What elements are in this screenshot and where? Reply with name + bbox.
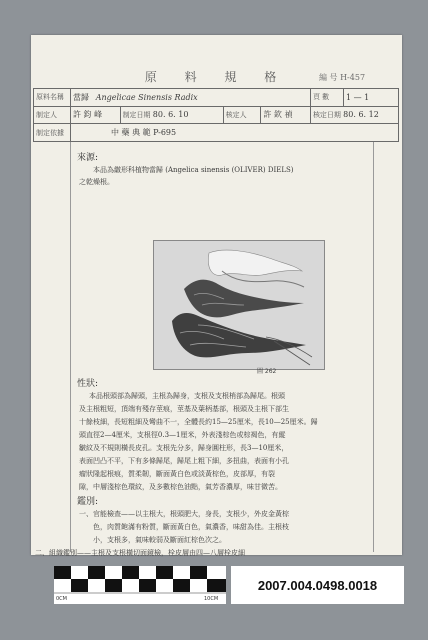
identify-line: 一、官能檢查——以主根大，根頭肥大，身長，支根少，外皮金黃棕: [79, 510, 289, 518]
nature-line: 本品根頭部為歸頭，主根為歸身，支根及支根梢部為歸尾。根頭: [89, 392, 285, 400]
basis-label: 制定依據: [34, 124, 71, 142]
herb-illustration: [154, 241, 324, 369]
set-date-cell: [120, 106, 223, 124]
set-date-value: 80. 6. 10: [152, 109, 189, 119]
pages-value: 1 — 1: [343, 89, 398, 107]
checker-pattern: [54, 566, 226, 604]
form-title: 原 料 規 格: [144, 70, 289, 84]
ruler-label-right: 10CM: [204, 596, 219, 602]
basis-value: 中 藥 典 範 P-695: [71, 124, 399, 142]
check-date-value: 80. 6. 12: [343, 109, 379, 119]
identify-line: 小，支根多，氣味較弱及斷面紅棕色次之。: [93, 536, 226, 544]
herb-photo: [153, 240, 325, 370]
ruler-label-left: 0CM: [56, 596, 67, 602]
document-sheet: [31, 35, 402, 555]
check-date-label: 核定日期: [312, 110, 341, 119]
nature-line: 及主根粗短，頂端有殘存莖痕，莖基及葉柄基部，根頭及主根下部生: [79, 405, 289, 413]
nature-line: 瘤狀隆起根痕，質柔韌，斷面黃白色或淡黃棕色，皮部厚，有裂: [79, 470, 275, 478]
checker-value: 許 欽 禎: [261, 106, 311, 124]
name-cell: [71, 89, 311, 107]
identify-line: 色，肉質飽滿有粉質，斷面黃白色，氣濃香，味甜為佳。主根枝: [93, 523, 289, 531]
source-label: 來源:: [77, 153, 99, 163]
nature-line: 表面凹凸不平，下有多條歸尾，歸尾上粗下細，多扭曲，表面有小孔: [79, 457, 289, 465]
nature-line: 頭直徑2—4厘米，支根徑0.3—1厘米，外表淺棕色或棕褐色，有縱: [79, 431, 286, 439]
set-date-label: 制定日期: [122, 110, 151, 119]
form-code: 編 号 H-457: [319, 73, 366, 82]
content-area: [35, 142, 374, 557]
accession-number: 2007.004.0498.0018: [231, 566, 404, 604]
checker-label: 核定人: [223, 106, 261, 124]
source-line-2: 之乾燥根。: [79, 178, 114, 186]
scale-bar: [54, 566, 226, 604]
header-grid: [33, 88, 399, 142]
nature-line: 皺紋及不規則橫長皮孔。支根先分多，歸身圓柱形，長3—10厘米，: [79, 444, 289, 452]
nature-label: 性狀:: [77, 379, 99, 389]
name-value: 當歸: [73, 92, 89, 102]
figure-caption: 圖 262: [257, 368, 277, 375]
setter-value: 許 鈞 峰: [71, 106, 121, 124]
name-label: 原料名稱: [34, 89, 71, 107]
setter-label: 制定人: [34, 106, 71, 124]
pages-label: 頁 數: [310, 89, 343, 107]
nature-line: 隙，中層淺棕色環紋，及多數棕色油點，氣芳香濃厚，味甘微苦。: [79, 483, 282, 491]
source-line-1: 本品為繖形科植物當歸 (Angelica sinensis (OLIVER) DIELS): [93, 166, 294, 174]
check-date-cell: [310, 106, 398, 124]
nature-line: 十餘枝細，長短粗細及彎曲不一，全體長約15—25厘米，長10—25厘米。歸: [79, 418, 318, 426]
identify-label: 鑑別:: [77, 497, 99, 507]
latin-value: Angelicae Sinensis Radix: [95, 92, 198, 102]
identify-line: 二、組織鑑別——主根及支根橫切面鏡檢，栓皮層由四—八層栓皮細: [35, 549, 245, 557]
